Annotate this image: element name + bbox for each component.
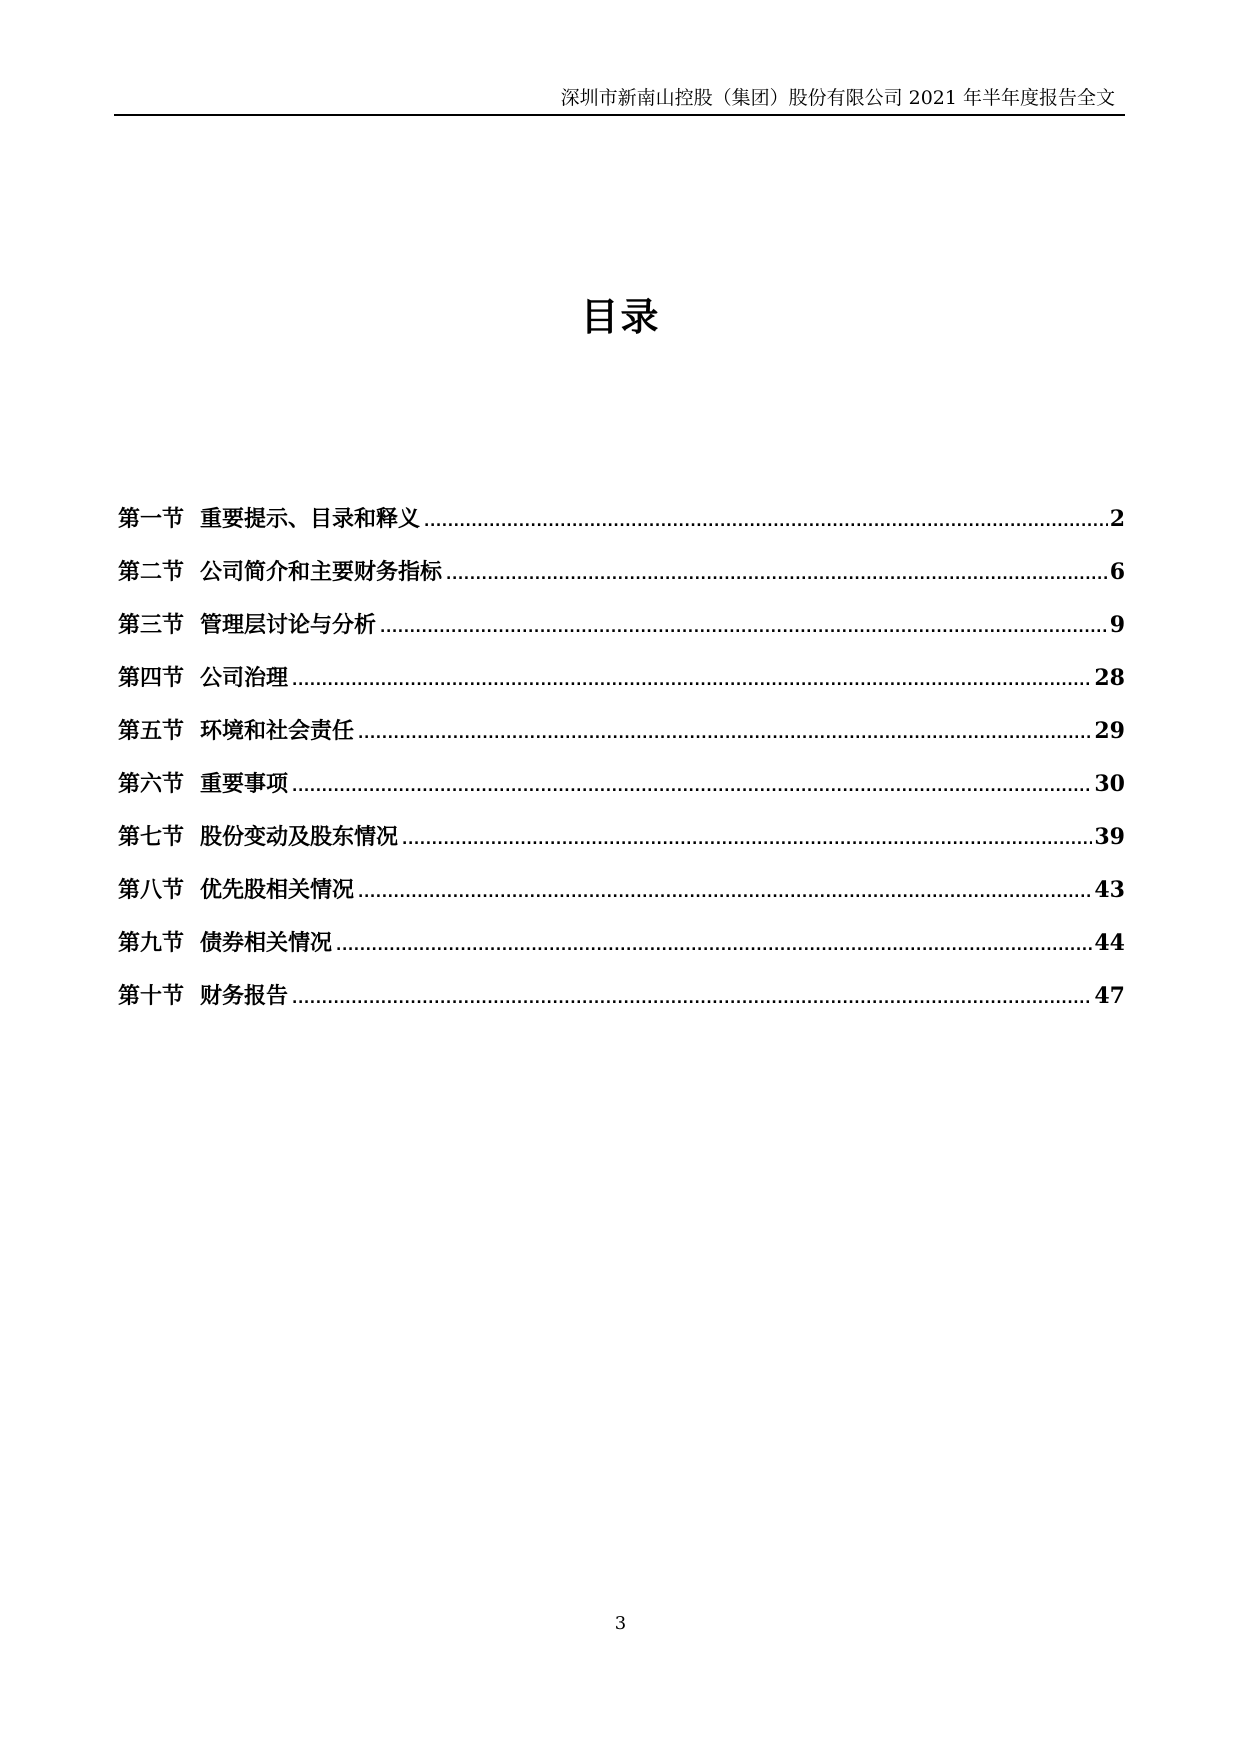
toc-page-number: 30 bbox=[1094, 771, 1125, 797]
dot-leader bbox=[292, 666, 1092, 696]
dot-leader bbox=[358, 878, 1092, 908]
toc-section-title: 股份变动及股东情况 bbox=[200, 825, 399, 850]
dot-leader bbox=[424, 507, 1108, 537]
toc-section-number: 第八节 bbox=[118, 878, 185, 903]
toc-entry-section-4[interactable] bbox=[118, 663, 1125, 716]
header-divider bbox=[114, 114, 1125, 116]
toc-section-number: 第四节 bbox=[118, 666, 185, 691]
toc-entry-section-6[interactable] bbox=[118, 769, 1125, 822]
toc-page-number: 47 bbox=[1094, 983, 1125, 1009]
toc-section-number: 第三节 bbox=[118, 613, 185, 638]
running-header: 深圳市新南山控股（集团）股份有限公司 2021 年半年度报告全文 bbox=[560, 87, 1115, 109]
toc-page-number: 43 bbox=[1094, 877, 1125, 903]
dot-leader bbox=[292, 772, 1092, 802]
dot-leader bbox=[402, 825, 1092, 855]
toc-section-number: 第六节 bbox=[118, 772, 185, 797]
dot-leader bbox=[358, 719, 1092, 749]
dot-leader bbox=[446, 560, 1108, 590]
toc-section-title: 重要提示、目录和释义 bbox=[200, 507, 421, 532]
toc-section-number: 第七节 bbox=[118, 825, 185, 850]
toc-section-title: 公司简介和主要财务指标 bbox=[200, 560, 443, 585]
dot-leader bbox=[292, 984, 1092, 1014]
toc-title: 目录 bbox=[580, 295, 661, 339]
toc-page-number: 44 bbox=[1094, 930, 1125, 956]
toc-section-number: 第五节 bbox=[118, 719, 185, 744]
toc-page-number: 28 bbox=[1094, 665, 1125, 691]
toc-section-title: 公司治理 bbox=[200, 666, 289, 691]
toc-entry-section-2[interactable] bbox=[118, 557, 1125, 610]
toc-entry-section-10[interactable] bbox=[118, 981, 1125, 1034]
toc-page-number: 29 bbox=[1094, 718, 1125, 744]
toc-section-title: 财务报告 bbox=[200, 984, 289, 1009]
toc-section-title: 管理层讨论与分析 bbox=[200, 613, 377, 638]
toc-section-title: 优先股相关情况 bbox=[200, 878, 355, 903]
toc-page-number: 39 bbox=[1094, 824, 1125, 850]
toc-entry-section-7[interactable] bbox=[118, 822, 1125, 875]
toc-section-title: 债券相关情况 bbox=[200, 931, 333, 956]
dot-leader bbox=[336, 931, 1092, 961]
toc-section-number: 第九节 bbox=[118, 931, 185, 956]
dot-leader bbox=[380, 613, 1108, 643]
toc-entry-section-8[interactable] bbox=[118, 875, 1125, 928]
toc-entry-section-3[interactable] bbox=[118, 610, 1125, 663]
toc-entry-section-9[interactable] bbox=[118, 928, 1125, 981]
page-number: 3 bbox=[614, 1613, 627, 1634]
toc-entry-section-5[interactable] bbox=[118, 716, 1125, 769]
toc-section-number: 第一节 bbox=[118, 507, 185, 532]
toc-page-number: 9 bbox=[1109, 612, 1125, 638]
toc-page-number: 6 bbox=[1109, 559, 1125, 585]
toc-section-number: 第二节 bbox=[118, 560, 185, 585]
toc-page-number: 2 bbox=[1109, 506, 1125, 532]
toc-section-number: 第十节 bbox=[118, 984, 185, 1009]
toc-entry-section-1[interactable] bbox=[118, 504, 1125, 557]
table-of-contents bbox=[118, 504, 1125, 1034]
toc-section-title: 重要事项 bbox=[200, 772, 289, 797]
toc-section-title: 环境和社会责任 bbox=[200, 719, 355, 744]
